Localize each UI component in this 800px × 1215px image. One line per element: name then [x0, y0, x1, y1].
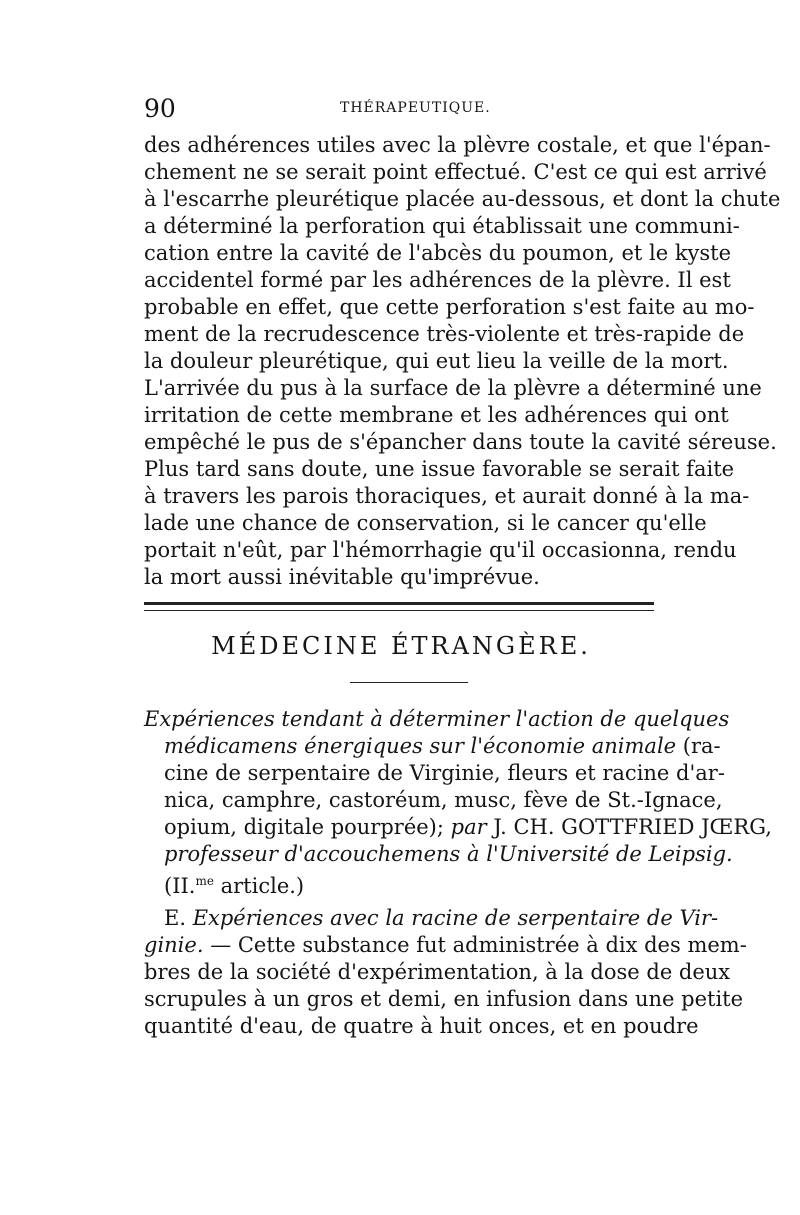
text-line: accidentel formé par les adhérences de la plèvre. Il est [144, 268, 731, 292]
text-line: chement ne se serait point effectué. C'est ce qui est arrivé [144, 160, 767, 184]
running-title: THÉRAPEUTIQUE. [340, 100, 491, 116]
text-line: scrupules à un gros et demi, en infusion dans une petite [144, 987, 744, 1011]
text-line: à l'escarrhe pleurétique placée au-dessous, et dont la chute [144, 187, 781, 211]
title-underline [350, 682, 468, 683]
text-line: cation entre la cavité de l'abcès du poumon, et le kyste [144, 241, 732, 265]
text-line: des adhérences utiles avec la plèvre costale, et que l'épan- [144, 133, 771, 157]
article-title-text: (ra- [676, 734, 721, 758]
page-header [144, 94, 656, 124]
article-title-line: Expériences tendant à déterminer l'action de quelques [144, 707, 730, 731]
text-line: probable en effet, que cette perforation s'est faite au mo- [144, 295, 755, 319]
section-divider-thin [144, 610, 654, 611]
section-letter: E. [164, 906, 193, 930]
text-line: la douleur pleurétique, qui eut lieu la veille de la mort. [144, 349, 729, 373]
text-line: lade une chance de conservation, si le cancer qu'elle [144, 511, 707, 535]
section-divider-thick [144, 602, 654, 605]
text-line: Plus tard sans doute, une issue favorable se serait faite [144, 457, 735, 481]
text-line: empêché le pus de s'épancher dans toute la cavité séreuse. [144, 430, 777, 454]
article-title-line: nica, camphre, castoréum, musc, fève de St.-Ignace, [164, 788, 723, 812]
text-line: ment de la recrudescence très-violente et très-rapide de [144, 322, 745, 346]
article-part-suffix: me [195, 874, 214, 888]
text-line: bres de la société d'expérimentation, à la dose de deux [144, 960, 731, 984]
author-name: J. CH. GOTTFRIED JŒRG, [486, 815, 772, 839]
subsection-title: Expériences avec la racine de serpentaire de Vir- [192, 906, 719, 930]
article-part-text: (II. [164, 874, 196, 898]
author-affiliation: professeur d'accouchemens à l'Université de Leipsig. [164, 842, 733, 866]
article-title-text: par [450, 815, 487, 839]
text-line: à travers les parois thoraciques, et aurait donné à la ma- [144, 484, 750, 508]
text-line: quantité d'eau, de quatre à huit onces, et en poudre [144, 1014, 699, 1038]
page-number: 90 [144, 94, 176, 123]
section-title: MÉDECINE ÉTRANGÈRE. [211, 632, 591, 660]
text-line: irritation de cette membrane et les adhérences qui ont [144, 403, 729, 427]
text-line: portait n'eût, par l'hémorrhagie qu'il occasionna, rendu [144, 538, 737, 562]
article-title-line [164, 731, 721, 761]
article-title-line: cine de serpentaire de Virginie, fleurs et racine d'ar- [164, 761, 725, 785]
text-line: L'arrivée du pus à la surface de la plèvre a déterminé une [144, 376, 762, 400]
article-title-line [164, 812, 772, 842]
article-part [164, 866, 658, 901]
subsection-title: ginie. [144, 933, 204, 957]
article-title-text: médicamens énergiques sur l'économie animale [164, 734, 677, 758]
text-line [144, 930, 747, 960]
text-run: — Cette substance fut administrée à dix des mem- [203, 933, 747, 957]
text-line: a déterminé la perforation qui établissait une communi- [144, 214, 740, 238]
article-title-text: opium, digitale pourprée); [164, 815, 451, 839]
article-part-text: article.) [213, 874, 305, 898]
text-line [164, 903, 719, 933]
text-line: la mort aussi inévitable qu'imprévue. [144, 565, 540, 589]
